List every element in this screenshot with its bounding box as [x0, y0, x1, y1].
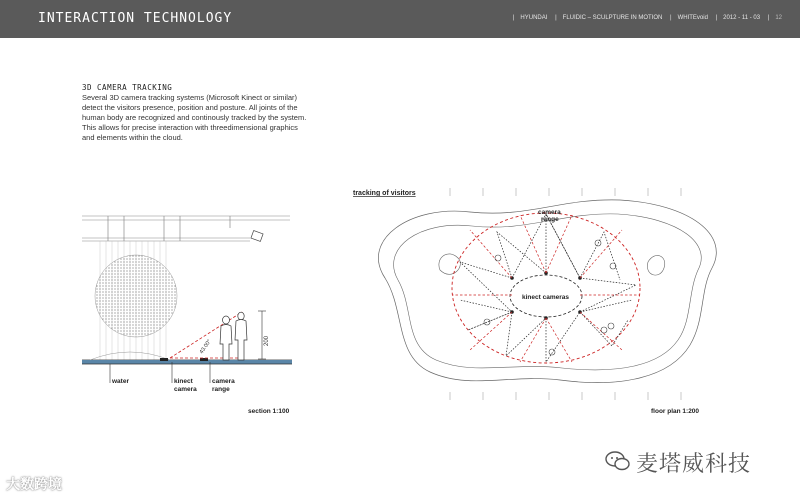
label-water: water	[112, 378, 129, 385]
intro-body: Several 3D camera tracking systems (Microsoft Kinect or similar) detect the visitors presence, position and posture. All joints of the human body are recognized and continously tracked by the system. This allows for precise interaction with threedimensional graphics and elements within the cloud.	[82, 93, 307, 142]
label-range-line1: camera	[212, 378, 235, 385]
label-range-line2: range	[212, 386, 230, 393]
header-meta: | HYUNDAI | FLUIDIC – SCULPTURE IN MOTION | WHITEvoid | 2012 - 11 - 03 | 12	[512, 15, 782, 21]
section-scale-label: section 1:100	[248, 408, 290, 415]
label-height: 200	[264, 335, 270, 346]
page-number: 12	[775, 15, 782, 21]
section-drawing	[82, 216, 292, 383]
plan-scale-label: floor plan 1:200	[651, 408, 700, 415]
plan-kinect-label: kinect cameras	[522, 294, 569, 301]
document-date: 2012 - 11 - 03	[723, 15, 761, 21]
plan-range-line1: camera	[538, 209, 561, 216]
page-title: INTERACTION TECHNOLOGY	[38, 11, 233, 26]
plan-range-line2: range	[541, 216, 559, 223]
studio-name: WHITEvoid	[677, 15, 708, 21]
label-angle: 43.00°	[198, 338, 213, 356]
label-kinect-line1: kinect	[174, 378, 193, 385]
wechat-icon	[604, 449, 632, 473]
label-kinect-line2: camera	[174, 386, 197, 393]
intro-heading: 3D CAMERA TRACKING	[82, 83, 173, 92]
watermark-right: 麦塔威科技	[636, 452, 752, 477]
watermark-left: 大数跨境	[6, 476, 62, 492]
project-name: FLUIDIC – SCULPTURE IN MOTION	[562, 15, 663, 21]
client-name: HYUNDAI	[520, 15, 548, 21]
plan-title: tracking of visitors	[353, 190, 416, 197]
